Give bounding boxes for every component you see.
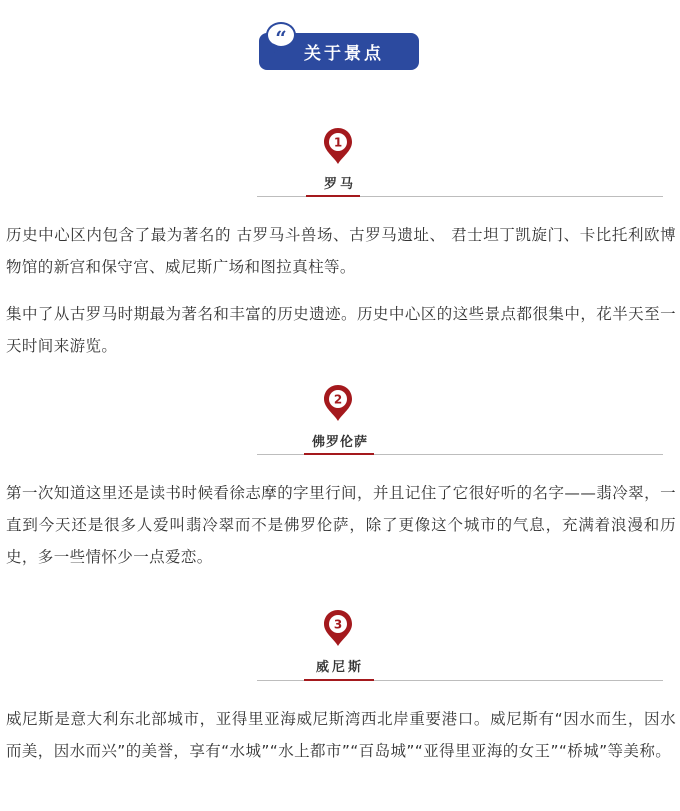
divider-accent — [304, 453, 374, 455]
paragraph: 集中了从古罗马时期最为著名和丰富的历史遗迹。历史中心区的这些景点都很集中，花半天至一天时间来游览。 — [6, 305, 676, 355]
location-pin-icon — [323, 127, 353, 165]
divider-accent — [306, 195, 360, 197]
paragraph: 威尼斯是意大利东北部城市，亚得里亚海威尼斯湾西北岸重要港口。威尼斯有“因水而生，因水而美，因水而兴”的美誉，享有“水城”“水上都市”“百岛城”“亚得里亚海的女王”“桥城”等美称。 — [6, 710, 676, 760]
section-number: 1 — [333, 135, 343, 150]
location-pin-icon — [323, 609, 353, 647]
paragraph: 历史中心区内包含了最为著名的 古罗马斗兽场、古罗马遗址、 君士坦丁凯旋门、卡比托利欧博物馆的新宫和保守宫、威尼斯广场和图拉真柱等。 — [6, 226, 676, 276]
section-number: 3 — [333, 617, 343, 632]
divider-accent — [304, 679, 374, 681]
quote-icon — [266, 22, 296, 48]
section-title: 威尼斯 — [315, 660, 364, 675]
section-title: 罗马 — [323, 177, 356, 192]
section-title: 佛罗伦萨 — [311, 435, 368, 450]
header-title: 关于景点 — [304, 44, 384, 64]
paragraph: 第一次知道这里还是读书时候看徐志摩的字里行间，并且记住了它很好听的名字——翡冷翠，一直到今天还是很多人爱叫翡冷翠而不是佛罗伦萨，除了更像这个城市的气息，充满着浪漫和历史，多一些情怀少一点爱恋。 — [6, 484, 676, 566]
quote-glyph: “ — [275, 26, 287, 50]
section-number: 2 — [333, 392, 343, 407]
location-pin-icon — [323, 384, 353, 422]
